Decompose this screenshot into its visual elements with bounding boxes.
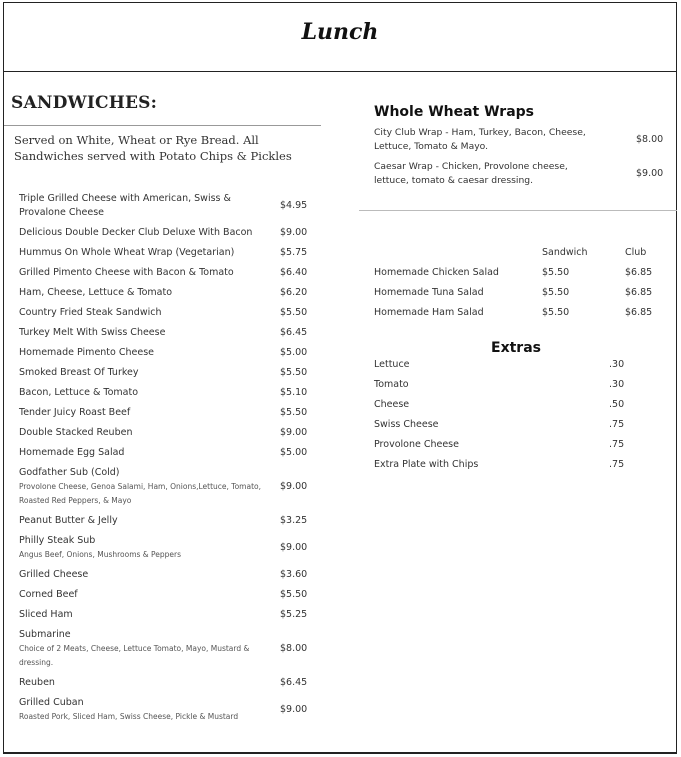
salad-name: Homemade Ham Salad xyxy=(374,307,484,318)
extra-item: Tomato xyxy=(374,379,409,390)
menu-header xyxy=(4,3,676,72)
bottom-border xyxy=(3,752,677,754)
item-name: Submarine xyxy=(19,629,71,640)
menu-item xyxy=(19,696,269,724)
extra-price: .75 xyxy=(609,419,625,430)
item-name: Turkey Melt With Swiss Cheese xyxy=(19,327,166,338)
item-description: Choice of 2 Meats, Cheese, Lettuce Tomato, Mayo, Mustard & dressing. xyxy=(19,644,250,667)
menu-item xyxy=(19,406,269,420)
item-name: Philly Steak Sub xyxy=(19,535,96,546)
menu-item xyxy=(19,346,269,360)
item-description: Angus Beef, Onions, Mushrooms & Peppers xyxy=(19,550,182,559)
wraps-divider xyxy=(359,210,677,211)
wrap-item: Caesar Wrap - Chicken, Provolone cheese, lettuce, tomato & caesar dressing. xyxy=(374,161,568,186)
extra-price: .75 xyxy=(609,459,625,470)
wrap-price: $8.00 xyxy=(636,134,664,145)
menu-item xyxy=(19,286,269,300)
item-name: Country Fried Steak Sandwich xyxy=(19,307,162,318)
item-name: Homemade Pimento Cheese xyxy=(19,347,154,358)
menu-item xyxy=(19,192,269,220)
extra-item: Extra Plate with Chips xyxy=(374,459,479,470)
menu-item xyxy=(19,588,269,602)
item-price: $3.60 xyxy=(280,569,308,580)
salad-name: Homemade Tuna Salad xyxy=(374,287,484,298)
menu-item xyxy=(19,446,269,460)
sandwiches-subtitle: Served on White, Wheat or Rye Bread. All Sandwiches served with Potato Chips & Pickles xyxy=(14,133,292,163)
menu-item xyxy=(19,366,269,380)
extra-price: .75 xyxy=(609,439,625,450)
item-price: $6.40 xyxy=(280,267,308,278)
menu-item xyxy=(19,676,269,690)
page-title: Lunch xyxy=(301,19,379,45)
item-name: Triple Grilled Cheese with American, Swiss & Provalone Cheese xyxy=(19,193,231,218)
column-header-club: Club xyxy=(625,247,647,258)
salad-sandwich-price: $5.50 xyxy=(542,307,570,318)
extra-item: Lettuce xyxy=(374,359,410,370)
item-description: Provolone Cheese, Genoa Salami, Ham, Onions,Lettuce, Tomato, Roasted Red Peppers, & Mayo xyxy=(19,482,261,505)
item-name: Tender Juicy Roast Beef xyxy=(19,407,131,418)
salad-club-price: $6.85 xyxy=(625,287,653,298)
menu-item xyxy=(19,306,269,320)
item-name: Peanut Butter & Jelly xyxy=(19,515,118,526)
item-name: Grilled Cheese xyxy=(19,569,89,580)
item-price: $5.25 xyxy=(280,609,308,620)
item-price: $9.00 xyxy=(280,704,308,715)
item-name: Delicious Double Decker Club Deluxe With Bacon xyxy=(19,227,253,238)
item-price: $6.45 xyxy=(280,327,308,338)
item-price: $8.00 xyxy=(280,643,308,654)
extra-price: .50 xyxy=(609,399,625,410)
salad-club-price: $6.85 xyxy=(625,267,653,278)
item-name: Reuben xyxy=(19,677,55,688)
item-name: Double Stacked Reuben xyxy=(19,427,133,438)
extra-item: Cheese xyxy=(374,399,410,410)
item-name: Bacon, Lettuce & Tomato xyxy=(19,387,139,398)
salad-club-price: $6.85 xyxy=(625,307,653,318)
menu-item xyxy=(19,386,269,400)
item-name: Smoked Breast Of Turkey xyxy=(19,367,139,378)
menu-item xyxy=(19,246,269,260)
item-price: $9.00 xyxy=(280,227,308,238)
menu-item xyxy=(19,514,269,528)
extra-price: .30 xyxy=(609,359,625,370)
menu-item xyxy=(19,266,269,280)
item-name: Grilled Cuban xyxy=(19,697,84,708)
item-price: $3.25 xyxy=(280,515,308,526)
menu-item xyxy=(19,426,269,440)
item-price: $5.50 xyxy=(280,367,308,378)
item-price: $5.10 xyxy=(280,387,308,398)
item-price: $4.95 xyxy=(280,200,308,211)
item-name: Homemade Egg Salad xyxy=(19,447,125,458)
menu-item xyxy=(19,568,269,582)
menu-item xyxy=(19,608,269,622)
wrap-item: City Club Wrap - Ham, Turkey, Bacon, Cheese, Lettuce, Tomato & Mayo. xyxy=(374,127,586,152)
item-name: Ham, Cheese, Lettuce & Tomato xyxy=(19,287,173,298)
extra-item: Swiss Cheese xyxy=(374,419,439,430)
menu-item xyxy=(19,628,269,670)
menu-item xyxy=(19,326,269,340)
menu-item xyxy=(19,534,269,562)
wraps-heading: Whole Wheat Wraps xyxy=(374,104,535,120)
item-name: Sliced Ham xyxy=(19,609,73,620)
salad-name: Homemade Chicken Salad xyxy=(374,267,499,278)
item-price: $5.50 xyxy=(280,407,308,418)
item-name: Corned Beef xyxy=(19,589,78,600)
sandwiches-divider xyxy=(4,125,321,126)
menu-item xyxy=(19,466,269,508)
item-price: $6.20 xyxy=(280,287,308,298)
wrap-price: $9.00 xyxy=(636,168,664,179)
extra-price: .30 xyxy=(609,379,625,390)
item-name: Godfather Sub (Cold) xyxy=(19,467,120,478)
extras-heading: Extras xyxy=(491,340,541,356)
extra-item: Provolone Cheese xyxy=(374,439,459,450)
salad-sandwich-price: $5.50 xyxy=(542,267,570,278)
item-price: $9.00 xyxy=(280,427,308,438)
item-name: Hummus On Whole Wheat Wrap (Vegetarian) xyxy=(19,247,235,258)
item-price: $5.50 xyxy=(280,307,308,318)
item-name: Grilled Pimento Cheese with Bacon & Tomato xyxy=(19,267,234,278)
item-description: Roasted Pork, Sliced Ham, Swiss Cheese, Pickle & Mustard xyxy=(19,712,239,721)
salad-sandwich-price: $5.50 xyxy=(542,287,570,298)
item-price: $9.00 xyxy=(280,481,308,492)
sandwiches-heading: SANDWICHES: xyxy=(11,93,158,113)
item-price: $5.00 xyxy=(280,347,308,358)
item-price: $5.00 xyxy=(280,447,308,458)
item-price: $6.45 xyxy=(280,677,308,688)
item-price: $5.75 xyxy=(280,247,308,258)
item-price: $9.00 xyxy=(280,542,308,553)
column-header-sandwich: Sandwich xyxy=(542,247,588,258)
item-price: $5.50 xyxy=(280,589,308,600)
menu-item xyxy=(19,226,269,240)
